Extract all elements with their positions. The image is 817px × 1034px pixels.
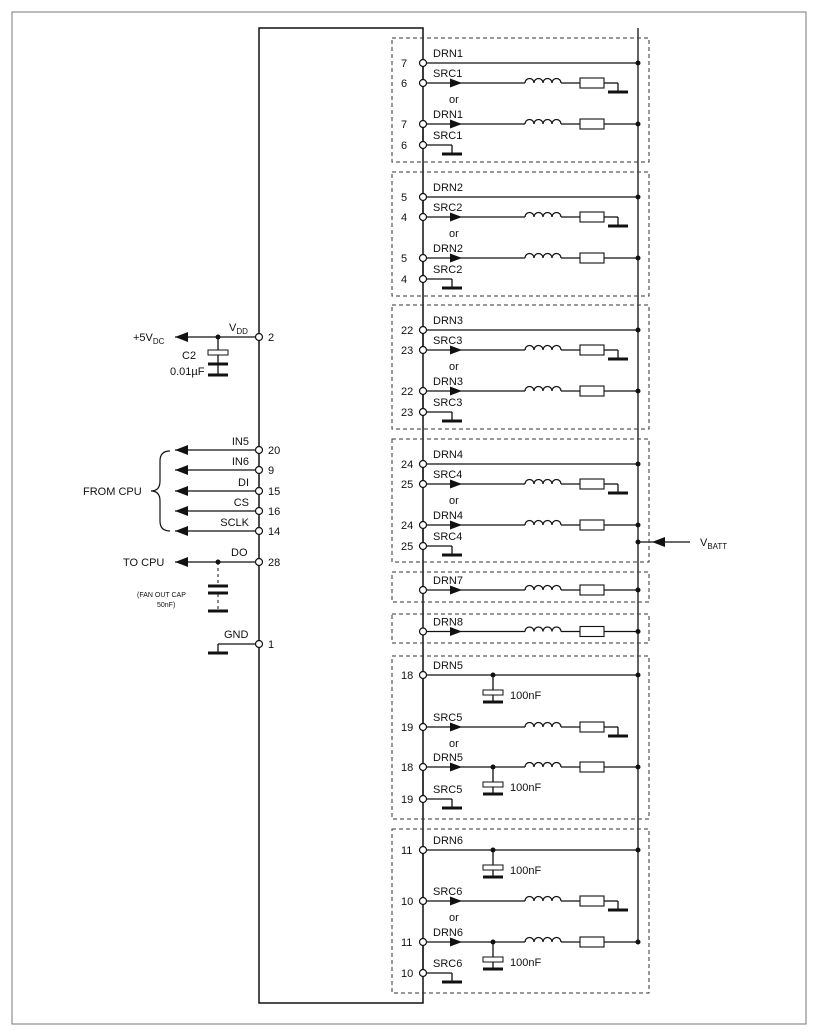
arrow-icon [175, 486, 188, 496]
pin-number: 14 [268, 526, 281, 538]
inductor-icon [525, 480, 561, 485]
fanout-note-line1: (FAN OUT CAP [137, 592, 186, 599]
pin-number: 18 [401, 762, 414, 774]
input-sclk [175, 517, 280, 538]
input-di [175, 477, 280, 498]
pin-number: 4 [401, 212, 408, 224]
pin-terminal [420, 327, 427, 334]
source-label: SRC4 [433, 469, 463, 481]
capacitor-icon [483, 865, 503, 870]
vdd-label: $V_{DD}$ [229, 322, 248, 336]
pin-number: 9 [268, 465, 275, 477]
channel-ch5 [392, 656, 649, 819]
drain-label: DRN3 [433, 376, 463, 388]
capacitor-icon [483, 957, 503, 962]
gnd-label: GND [224, 629, 249, 641]
drain-label: DRN2 [433, 182, 463, 194]
outer-frame [12, 12, 806, 1024]
inductor-icon [525, 521, 561, 526]
pin-number: 15 [268, 486, 281, 498]
pin-number: 10 [401, 896, 414, 908]
pin-terminal [420, 409, 427, 416]
pin-terminal [420, 276, 427, 283]
cap-value: 100nF [510, 782, 542, 794]
inductor-icon [525, 763, 561, 768]
pin-number: 23 [401, 407, 414, 419]
output-channels [392, 38, 649, 993]
channel-ch7 [392, 572, 649, 602]
left-side [83, 322, 280, 653]
source-label: SRC3 [433, 397, 463, 409]
arrow-icon [175, 506, 188, 516]
pin-terminal [420, 724, 427, 731]
pin-number: 23 [401, 345, 414, 357]
pin-number: 20 [268, 445, 281, 457]
pin-number: 25 [401, 541, 414, 553]
resistor-icon [580, 386, 604, 396]
cap-value: 100nF [510, 865, 542, 877]
channel-ch2 [392, 172, 649, 296]
pin-number: 6 [401, 78, 408, 90]
source-label: SRC1 [433, 68, 463, 80]
drain-label: DRN5 [433, 660, 463, 672]
c2-name: C2 [182, 350, 197, 362]
channel-box [392, 572, 649, 602]
pin-number: 24 [401, 459, 414, 471]
input-group-brace [151, 451, 170, 531]
input-signals [175, 436, 280, 538]
drain-label: DRN6 [433, 927, 463, 939]
pin-terminal [420, 461, 427, 468]
gnd-pin-number: 1 [268, 639, 275, 651]
capacitor-icon [483, 782, 503, 787]
inductor-icon [525, 586, 561, 591]
pin-terminal [420, 522, 427, 529]
pin-terminal [420, 481, 427, 488]
arrow-icon [175, 465, 188, 475]
to-cpu-label: TO CPU [123, 557, 165, 569]
or-label: or [449, 738, 459, 750]
pin-terminal [420, 194, 427, 201]
resistor-icon [580, 345, 604, 355]
drain-label: DRN1 [433, 48, 463, 60]
pin-number: 7 [401, 119, 408, 131]
drain-label: DRN8 [433, 616, 463, 629]
channel-box [392, 439, 649, 562]
cap-value: 100nF [510, 957, 542, 969]
or-label: or [449, 912, 459, 924]
drain-label: DRN5 [433, 752, 463, 764]
pin-terminal [420, 142, 427, 149]
resistor-icon [580, 937, 604, 947]
pin-number: 22 [401, 386, 414, 398]
pin-number: 19 [401, 794, 414, 806]
c2-value: 0.01µF [170, 366, 205, 378]
arrow-icon [175, 526, 188, 536]
input-in5 [175, 436, 280, 457]
resistor-icon [580, 585, 604, 595]
vdd-pin-number: 2 [268, 332, 275, 344]
channel-ch6 [392, 829, 649, 993]
fanout-note-line2: 50nF) [157, 602, 176, 609]
inductor-icon [525, 346, 561, 351]
resistor-icon [580, 253, 604, 263]
drain-label: DRN3 [433, 315, 463, 327]
drain-label: DRN4 [433, 449, 463, 461]
pin-terminal [420, 60, 427, 67]
channel-box [392, 305, 649, 429]
supply-label: $+5V_{DC}$ [133, 332, 165, 346]
source-label: SRC2 [433, 202, 463, 214]
signal-name: CS [233, 497, 249, 509]
inductor-icon [525, 213, 561, 218]
input-cs [175, 497, 280, 518]
pin-terminal [420, 214, 427, 221]
channel-ch8 [392, 614, 649, 643]
do-label: DO [231, 547, 248, 559]
pin-terminal [420, 970, 427, 977]
pin-number: 6 [401, 140, 408, 152]
pin-number: 5 [401, 253, 408, 265]
channel-ch1 [392, 38, 649, 162]
drain-label: DRN7 [433, 575, 463, 587]
pin-terminal [420, 80, 427, 87]
drain-label: DRN6 [433, 835, 463, 847]
inductor-icon [525, 79, 561, 84]
resistor-icon [580, 119, 604, 129]
source-label: SRC1 [433, 130, 463, 142]
signal-name: IN5 [231, 436, 249, 448]
pin-number: 11 [401, 937, 413, 949]
resistor-icon [580, 212, 604, 222]
pin-terminal [420, 543, 427, 550]
inductor-icon [525, 120, 561, 125]
pin-terminal [420, 121, 427, 128]
pin-number: 7 [401, 58, 408, 70]
drain-label: DRN2 [433, 243, 463, 255]
pin-terminal [420, 255, 427, 262]
capacitor-icon [483, 690, 503, 695]
pin-terminal [420, 388, 427, 395]
source-label: SRC6 [433, 886, 463, 898]
drain-label: DRN1 [433, 109, 463, 121]
inductor-icon [525, 938, 561, 943]
pin-terminal [420, 347, 427, 354]
channel-ch4 [392, 439, 649, 562]
pin-number: 11 [401, 845, 413, 857]
source-label: SRC5 [433, 712, 463, 724]
resistor-icon [580, 479, 604, 489]
pin-number: 25 [401, 479, 414, 491]
source-label: SRC2 [433, 264, 463, 276]
arrow-icon [175, 445, 188, 455]
or-label: or [449, 94, 459, 106]
inductor-icon [525, 387, 561, 391]
channel-box [392, 172, 649, 296]
drain-label: DRN4 [433, 510, 463, 522]
resistor-icon [580, 896, 604, 906]
or-label: or [449, 228, 459, 240]
channel-box [392, 38, 649, 162]
resistor-icon [580, 722, 604, 732]
inductor-icon [525, 254, 561, 259]
pin-number: 10 [401, 968, 414, 980]
source-label: SRC6 [433, 958, 463, 970]
pin-number: 22 [401, 325, 414, 337]
do-pin-number: 28 [268, 557, 281, 569]
signal-name: DI [238, 477, 249, 489]
resistor-icon [580, 78, 604, 88]
or-label: or [449, 495, 459, 507]
signal-name: SCLK [220, 517, 249, 529]
inductor-icon [525, 897, 561, 902]
pin-terminal [420, 898, 427, 905]
inductor-icon [525, 627, 561, 632]
pin-number: 18 [401, 670, 414, 682]
source-label: SRC5 [433, 784, 463, 796]
pin-terminal [420, 764, 427, 771]
ic-body [259, 28, 423, 1003]
or-label: or [449, 361, 459, 373]
vbatt-label: $V_{BATT}$ [700, 537, 728, 551]
pin-number: 16 [268, 506, 281, 518]
pin-terminal [420, 847, 427, 854]
pin-terminal [420, 796, 427, 803]
cap-value: 100nF [510, 690, 542, 702]
pin-number: 4 [401, 274, 408, 286]
pin-number: 19 [401, 722, 414, 734]
pin-number: 5 [401, 192, 408, 204]
pin-terminal [420, 939, 427, 946]
pin-terminal [420, 672, 427, 679]
channel-ch3 [392, 305, 649, 429]
inductor-icon [525, 723, 561, 728]
pin-number: 24 [401, 520, 414, 532]
source-label: SRC4 [433, 531, 463, 543]
from-cpu-label: FROM CPU [83, 486, 142, 498]
source-label: SRC3 [433, 335, 463, 347]
signal-name: IN6 [231, 456, 249, 468]
resistor-icon [580, 627, 604, 637]
channel-box [392, 614, 649, 643]
resistor-icon [580, 520, 604, 530]
resistor-icon [580, 762, 604, 772]
